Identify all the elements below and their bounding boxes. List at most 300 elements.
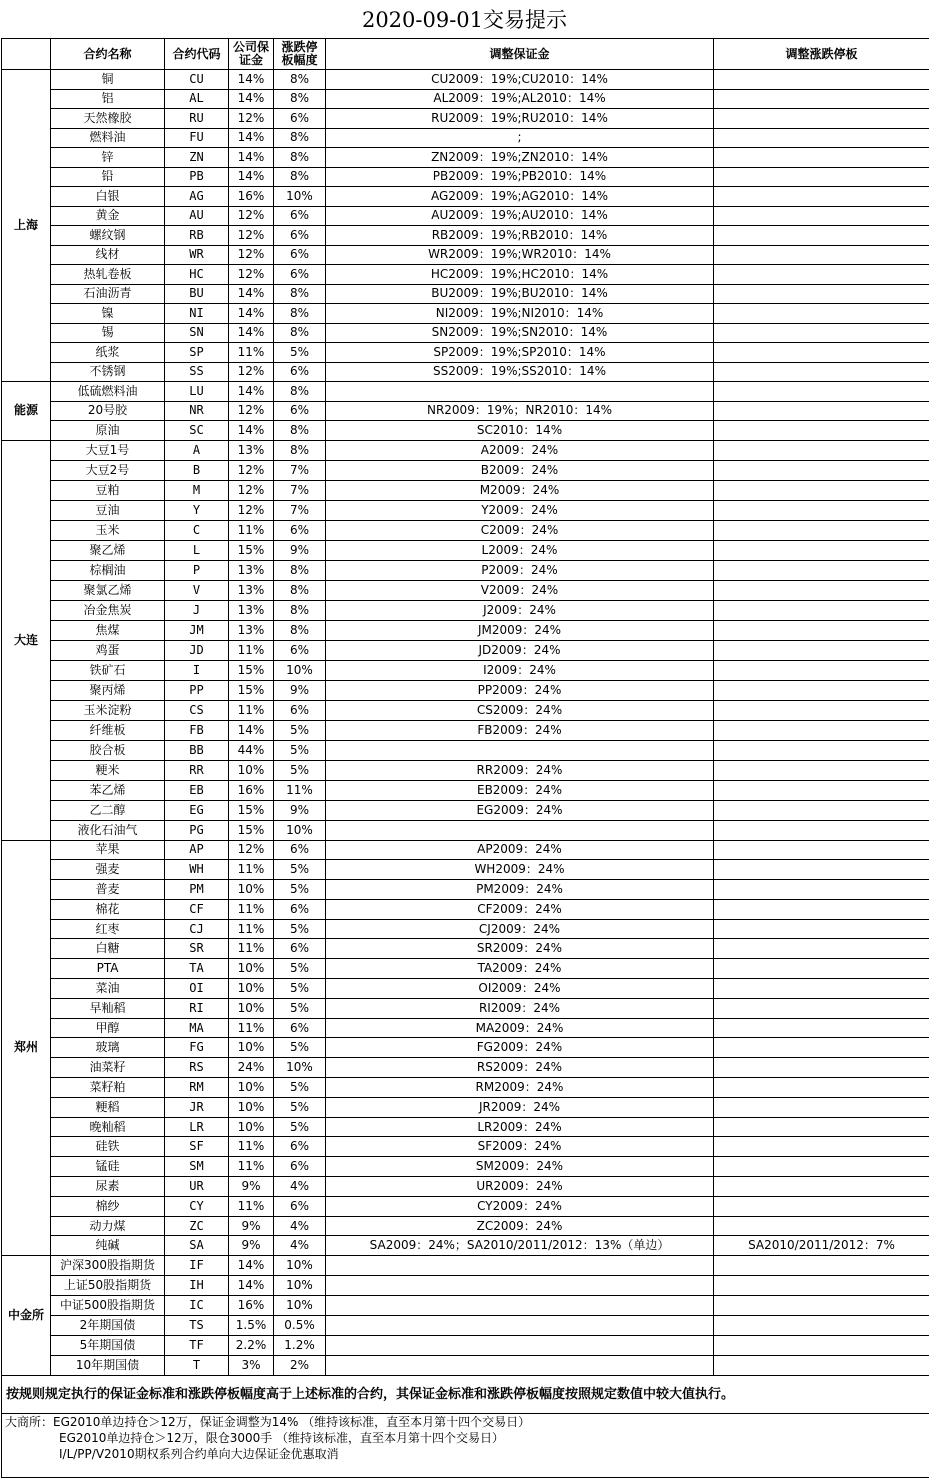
price-limit: 6% (274, 206, 326, 226)
table-row (2, 600, 929, 620)
price-limit: 10% (274, 1058, 326, 1078)
price-limit: 2% (274, 1356, 326, 1376)
company-margin: 11% (229, 640, 274, 660)
adjusted-margin: M2009：24% (326, 480, 714, 500)
price-limit: 8% (274, 167, 326, 187)
adjusted-limit (714, 187, 929, 207)
adjusted-limit (714, 167, 929, 187)
table-row (2, 284, 929, 304)
price-limit: 5% (274, 1078, 326, 1098)
adjusted-limit (714, 480, 929, 500)
contract-code: IC (165, 1296, 229, 1316)
price-limit: 6% (274, 700, 326, 720)
company-margin: 11% (229, 343, 274, 363)
adjusted-margin: RB2009：19%;RB2010：14% (326, 226, 714, 246)
contract-name: 大豆2号 (51, 460, 165, 480)
contract-name: 白糖 (51, 939, 165, 959)
contract-code: JR (165, 1097, 229, 1117)
contract-code: SN (165, 323, 229, 343)
contract-name: 液化石油气 (51, 820, 165, 840)
contract-code: M (165, 480, 229, 500)
contract-code: RS (165, 1058, 229, 1078)
contract-name: 螺纹钢 (51, 226, 165, 246)
table-row (2, 780, 929, 800)
price-limit: 8% (274, 128, 326, 148)
price-limit: 10% (274, 1256, 326, 1276)
table-row (2, 1177, 929, 1197)
adjusted-limit (714, 226, 929, 246)
contract-code: EG (165, 800, 229, 820)
adjusted-margin: ZC2009：24% (326, 1216, 714, 1236)
contract-name: 强麦 (51, 860, 165, 880)
adjusted-limit (714, 899, 929, 919)
company-margin: 12% (229, 109, 274, 129)
adjusted-margin: TA2009：24% (326, 959, 714, 979)
price-limit: 6% (274, 1196, 326, 1216)
company-margin: 11% (229, 1157, 274, 1177)
table-row (2, 460, 929, 480)
company-margin: 12% (229, 460, 274, 480)
adjusted-limit (714, 580, 929, 600)
table-row (2, 323, 929, 343)
adjusted-limit (714, 1196, 929, 1216)
adjusted-margin (326, 1296, 714, 1316)
contract-code: CJ (165, 919, 229, 939)
contract-name: 不锈钢 (51, 362, 165, 382)
company-margin: 13% (229, 580, 274, 600)
contract-code: WH (165, 860, 229, 880)
table-row (2, 1336, 929, 1356)
company-margin: 11% (229, 939, 274, 959)
contract-code: UR (165, 1177, 229, 1197)
contract-name: 菜籽粕 (51, 1078, 165, 1098)
adjusted-margin: JD2009：24% (326, 640, 714, 660)
contract-name: 苹果 (51, 840, 165, 860)
contract-code: RR (165, 760, 229, 780)
price-limit: 6% (274, 1157, 326, 1177)
table-row (2, 820, 929, 840)
adjusted-margin: ; (326, 128, 714, 148)
footer-line-1: 大商所：EG2010单边持仓＞12万，保证金调整为14% （维持该标准，直至本月第十四个交易日） (5, 1415, 531, 1430)
price-limit: 6% (274, 1137, 326, 1157)
table-row (2, 226, 929, 246)
company-margin: 11% (229, 919, 274, 939)
adjusted-limit (714, 820, 929, 840)
contract-name: 石油沥青 (51, 284, 165, 304)
table-row (2, 1296, 929, 1316)
price-limit: 10% (274, 1276, 326, 1296)
adjusted-margin: FB2009：24% (326, 720, 714, 740)
contract-code: L (165, 540, 229, 560)
adjusted-margin: SC2010：14% (326, 421, 714, 441)
company-margin: 11% (229, 1018, 274, 1038)
adjusted-limit (714, 540, 929, 560)
header-margin: 公司保证金 (229, 39, 274, 70)
table-row (2, 640, 929, 660)
company-margin: 14% (229, 421, 274, 441)
contract-name: 铜 (51, 70, 165, 90)
contract-name: 黄金 (51, 206, 165, 226)
adjusted-limit (714, 421, 929, 441)
adjusted-margin: EG2009：24% (326, 800, 714, 820)
adjusted-limit (714, 1256, 929, 1276)
contract-code: EB (165, 780, 229, 800)
region-cell: 中金所 (2, 1256, 51, 1376)
price-limit: 8% (274, 284, 326, 304)
company-margin: 11% (229, 899, 274, 919)
adjusted-margin: MA2009：24% (326, 1018, 714, 1038)
table-row (2, 1038, 929, 1058)
adjusted-margin: C2009：24% (326, 520, 714, 540)
contract-name: 上证50股指期货 (51, 1276, 165, 1296)
contract-name: 锰硅 (51, 1157, 165, 1177)
table-row (2, 401, 929, 421)
contract-code: NR (165, 401, 229, 421)
contract-name: 乙二醇 (51, 800, 165, 820)
adjusted-margin: SR2009：24% (326, 939, 714, 959)
adjusted-margin: SM2009：24% (326, 1157, 714, 1177)
price-limit: 6% (274, 401, 326, 421)
adjusted-limit: SA2010/2011/2012：7% (714, 1236, 929, 1256)
contract-code: FB (165, 720, 229, 740)
adjusted-limit (714, 1117, 929, 1137)
contract-code: TF (165, 1336, 229, 1356)
contract-code: AG (165, 187, 229, 207)
adjusted-limit (714, 206, 929, 226)
table-row (2, 959, 929, 979)
price-limit: 0.5% (274, 1316, 326, 1336)
price-limit: 4% (274, 1236, 326, 1256)
price-limit: 6% (274, 640, 326, 660)
price-limit: 8% (274, 620, 326, 640)
contract-name: 热轧卷板 (51, 265, 165, 285)
table-row (2, 1078, 929, 1098)
company-margin: 15% (229, 540, 274, 560)
adjusted-margin: JM2009：24% (326, 620, 714, 640)
price-limit: 9% (274, 800, 326, 820)
contract-name: 聚氯乙烯 (51, 580, 165, 600)
company-margin: 14% (229, 89, 274, 109)
price-limit: 4% (274, 1216, 326, 1236)
adjusted-margin: AL2009：19%;AL2010：14% (326, 89, 714, 109)
header-row (2, 39, 929, 70)
contract-name: 锡 (51, 323, 165, 343)
adjusted-limit (714, 1276, 929, 1296)
company-margin: 15% (229, 680, 274, 700)
adjusted-margin (326, 740, 714, 760)
adjusted-margin: NR2009：19%；NR2010：14% (326, 401, 714, 421)
table-row (2, 480, 929, 500)
contract-code: P (165, 560, 229, 580)
contract-code: PB (165, 167, 229, 187)
header-adj-margin: 调整保证金 (326, 39, 714, 70)
contract-name: 5年期国债 (51, 1336, 165, 1356)
contract-name: 玉米 (51, 520, 165, 540)
contract-name: 豆粕 (51, 480, 165, 500)
contract-name: 棉花 (51, 899, 165, 919)
adjusted-margin: CJ2009：24% (326, 919, 714, 939)
adjusted-limit (714, 343, 929, 363)
table-row (2, 245, 929, 265)
table-row (2, 1256, 929, 1276)
contract-code: OI (165, 979, 229, 999)
price-limit: 5% (274, 740, 326, 760)
adjusted-margin: LR2009：24% (326, 1117, 714, 1137)
adjusted-limit (714, 760, 929, 780)
company-margin: 15% (229, 820, 274, 840)
table-row (2, 167, 929, 187)
header-name: 合约名称 (51, 39, 165, 70)
contract-code: SP (165, 343, 229, 363)
company-margin: 12% (229, 206, 274, 226)
company-margin: 12% (229, 480, 274, 500)
table-row (2, 540, 929, 560)
adjusted-limit (714, 1157, 929, 1177)
company-margin: 16% (229, 1296, 274, 1316)
company-margin: 12% (229, 840, 274, 860)
contract-code: AP (165, 840, 229, 860)
adjusted-limit (714, 245, 929, 265)
contract-name: 纯碱 (51, 1236, 165, 1256)
company-margin: 12% (229, 401, 274, 421)
contract-name: 油菜籽 (51, 1058, 165, 1078)
contract-code: CU (165, 70, 229, 90)
contract-name: PTA (51, 959, 165, 979)
table-row (2, 362, 929, 382)
contract-name: 普麦 (51, 880, 165, 900)
table-row (2, 620, 929, 640)
adjusted-limit (714, 1038, 929, 1058)
region-cell: 能源 (2, 382, 51, 441)
contract-code: MA (165, 1018, 229, 1038)
contract-code: C (165, 520, 229, 540)
company-margin: 13% (229, 560, 274, 580)
adjusted-margin: CY2009：24% (326, 1196, 714, 1216)
contract-name: 苯乙烯 (51, 780, 165, 800)
company-margin: 14% (229, 70, 274, 90)
company-margin: 12% (229, 500, 274, 520)
adjusted-margin (326, 1256, 714, 1276)
adjusted-limit (714, 1078, 929, 1098)
contract-name: 红枣 (51, 919, 165, 939)
adjusted-margin: PM2009：24% (326, 880, 714, 900)
company-margin: 2.2% (229, 1336, 274, 1356)
price-limit: 6% (274, 899, 326, 919)
contract-code: CF (165, 899, 229, 919)
adjusted-margin: WR2009：19%;WR2010：14% (326, 245, 714, 265)
adjusted-limit (714, 998, 929, 1018)
price-limit: 6% (274, 226, 326, 246)
adjusted-margin: UR2009：24% (326, 1177, 714, 1197)
contract-name: 原油 (51, 421, 165, 441)
price-limit: 11% (274, 780, 326, 800)
adjusted-limit (714, 362, 929, 382)
company-margin: 10% (229, 1038, 274, 1058)
company-margin: 16% (229, 187, 274, 207)
adjusted-limit (714, 800, 929, 820)
table-row (2, 304, 929, 324)
contract-name: 10年期国债 (51, 1356, 165, 1376)
adjusted-margin: AP2009：24% (326, 840, 714, 860)
table-row (2, 421, 929, 441)
company-margin: 13% (229, 620, 274, 640)
contract-code: TS (165, 1316, 229, 1336)
table-row (2, 560, 929, 580)
adjusted-limit (714, 560, 929, 580)
price-limit: 8% (274, 323, 326, 343)
header-code: 合约代码 (165, 39, 229, 70)
price-limit: 8% (274, 600, 326, 620)
company-margin: 11% (229, 860, 274, 880)
adjusted-limit (714, 860, 929, 880)
company-margin: 14% (229, 720, 274, 740)
adjusted-margin (326, 1356, 714, 1376)
contract-code: T (165, 1356, 229, 1376)
adjusted-limit (714, 1336, 929, 1356)
contract-code: RM (165, 1078, 229, 1098)
price-limit: 8% (274, 560, 326, 580)
contract-code: B (165, 460, 229, 480)
contract-code: FU (165, 128, 229, 148)
adjusted-limit (714, 460, 929, 480)
adjusted-margin: SA2009：24%；SA2010/2011/2012：13%（单边） (326, 1236, 714, 1256)
contract-name: 铁矿石 (51, 660, 165, 680)
contract-name: 棕榈油 (51, 560, 165, 580)
company-margin: 14% (229, 1256, 274, 1276)
adjusted-margin: PB2009：19%;PB2010：14% (326, 167, 714, 187)
table-row (2, 500, 929, 520)
contract-name: 中证500股指期货 (51, 1296, 165, 1316)
adjusted-limit (714, 1097, 929, 1117)
contract-code: JM (165, 620, 229, 640)
price-limit: 5% (274, 1038, 326, 1058)
contract-name: 低硫燃料油 (51, 382, 165, 402)
table-row (2, 187, 929, 207)
contract-name: 天然橡胶 (51, 109, 165, 129)
table-row (2, 1058, 929, 1078)
adjusted-limit (714, 680, 929, 700)
contract-name: 大豆1号 (51, 440, 165, 460)
contract-code: PP (165, 680, 229, 700)
contract-name: 粳稻 (51, 1097, 165, 1117)
contract-code: JD (165, 640, 229, 660)
adjusted-limit (714, 1058, 929, 1078)
contract-code: RI (165, 998, 229, 1018)
table-row (2, 899, 929, 919)
company-margin: 12% (229, 265, 274, 285)
table-row (2, 382, 929, 402)
price-limit: 7% (274, 460, 326, 480)
footer-line-2: EG2010单边持仓＞12万，限仓3000手 （维持该标准，直至本月第十四个交易日） (59, 1431, 505, 1446)
company-margin: 9% (229, 1236, 274, 1256)
contract-name: 菜油 (51, 979, 165, 999)
page-title: 2020-09-01交易提示 (361, 8, 568, 32)
adjusted-limit (714, 70, 929, 90)
contract-code: ZN (165, 148, 229, 168)
adjusted-limit (714, 148, 929, 168)
contract-name: 焦煤 (51, 620, 165, 640)
table-row (2, 700, 929, 720)
table-row (2, 148, 929, 168)
contract-code: FG (165, 1038, 229, 1058)
contract-code: CY (165, 1196, 229, 1216)
contract-code: TA (165, 959, 229, 979)
adjusted-limit (714, 919, 929, 939)
table-row (2, 680, 929, 700)
price-limit: 6% (274, 362, 326, 382)
region-cell: 郑州 (2, 840, 51, 1256)
contract-code: SA (165, 1236, 229, 1256)
adjusted-limit (714, 840, 929, 860)
contract-name: 豆油 (51, 500, 165, 520)
price-limit: 9% (274, 540, 326, 560)
contract-code: WR (165, 245, 229, 265)
adjusted-limit (714, 720, 929, 740)
price-limit: 7% (274, 480, 326, 500)
contract-name: 线材 (51, 245, 165, 265)
region-cell: 大连 (2, 440, 51, 840)
price-limit: 5% (274, 979, 326, 999)
header-limit: 涨跌停板幅度 (274, 39, 326, 70)
company-margin: 15% (229, 660, 274, 680)
rule-note: 按规则规定执行的保证金标准和涨跌停板幅度高于上述标准的合约，其保证金标准和涨跌停板幅度按照规定数值中较大值执行。 (2, 1376, 929, 1414)
table-row (2, 939, 929, 959)
table-row (2, 979, 929, 999)
table-row (2, 1097, 929, 1117)
trading-table (1, 38, 929, 1478)
adjusted-margin: L2009：24% (326, 540, 714, 560)
company-margin: 1.5% (229, 1316, 274, 1336)
company-margin: 14% (229, 304, 274, 324)
price-limit: 5% (274, 760, 326, 780)
region-cell: 上海 (2, 70, 51, 382)
adjusted-margin: PP2009：24% (326, 680, 714, 700)
contract-name: 早籼稻 (51, 998, 165, 1018)
company-margin: 12% (229, 362, 274, 382)
price-limit: 5% (274, 1097, 326, 1117)
adjusted-limit (714, 520, 929, 540)
table-row (2, 109, 929, 129)
company-margin: 10% (229, 979, 274, 999)
price-limit: 1.2% (274, 1336, 326, 1356)
contract-code: SR (165, 939, 229, 959)
footer-notes (2, 1414, 929, 1478)
adjusted-limit (714, 1216, 929, 1236)
price-limit: 5% (274, 343, 326, 363)
contract-name: 沪深300股指期货 (51, 1256, 165, 1276)
adjusted-margin: J2009：24% (326, 600, 714, 620)
company-margin: 16% (229, 780, 274, 800)
table-row (2, 520, 929, 540)
contract-name: 燃料油 (51, 128, 165, 148)
table-row (2, 660, 929, 680)
adjusted-limit (714, 979, 929, 999)
company-margin: 15% (229, 800, 274, 820)
price-limit: 10% (274, 1296, 326, 1316)
table-row (2, 128, 929, 148)
adjusted-margin: FG2009：24% (326, 1038, 714, 1058)
contract-code: PM (165, 880, 229, 900)
contract-name: 镍 (51, 304, 165, 324)
price-limit: 8% (274, 148, 326, 168)
table-body (2, 70, 929, 1376)
contract-code: BU (165, 284, 229, 304)
contract-code: RB (165, 226, 229, 246)
price-limit: 6% (274, 245, 326, 265)
table-row (2, 440, 929, 460)
company-margin: 10% (229, 760, 274, 780)
adjusted-margin: RS2009：24% (326, 1058, 714, 1078)
